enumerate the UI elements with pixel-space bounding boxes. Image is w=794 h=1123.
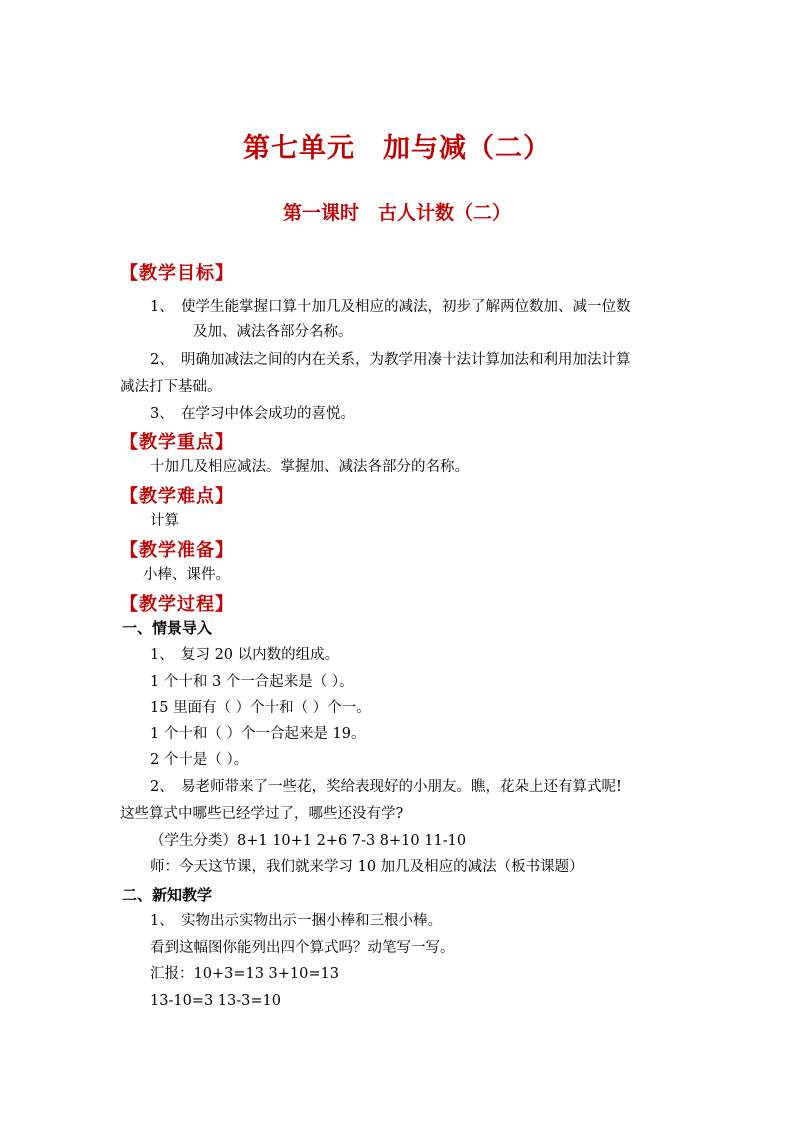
process-line: （学生分类）8+1 10+1 2+6 7-3 8+10 11-10 xyxy=(150,833,467,849)
process-part1-title: 一、情景导入 xyxy=(122,619,213,637)
process-line: 1 个十和（ ）个一合起来是 19。 xyxy=(150,726,366,742)
section-heading-key: 【教学重点】 xyxy=(120,432,234,453)
key-text: 十加几及相应减法。掌握加、减法各部分的名称。 xyxy=(150,459,469,475)
section-heading-process: 【教学过程】 xyxy=(120,594,234,615)
process-line: 1、 实物出示实物出示一捆小棒和三根小棒。 xyxy=(150,913,442,929)
process-line: 1 个十和 3 个一合起来是（ ）。 xyxy=(150,674,354,690)
goal-item-2: 2、 明确加减法之间的内在关系，为教学用凑十法计算加法和利用加法计算 xyxy=(150,352,631,368)
process-line: 15 里面有（ ）个十和（ ）个一。 xyxy=(150,700,371,716)
goal-item-2-cont: 减法打下基础。 xyxy=(120,379,222,395)
process-line: 2、 易老师带来了一些花，奖给表现好的小朋友。瞧，花朵上还有算式呢! xyxy=(150,779,622,795)
prep-text: 小棒、课件。 xyxy=(143,567,230,583)
section-heading-prep: 【教学准备】 xyxy=(120,540,234,561)
section-heading-goals: 【教学目标】 xyxy=(120,263,234,284)
process-line: 师：今天这节课，我们就来学习 10 加几及相应的减法（板书课题） xyxy=(150,859,584,875)
process-line: 这些算式中哪些已经学过了，哪些还没有学? xyxy=(120,806,404,822)
process-line: 13-10=3 13-3=10 xyxy=(150,993,281,1009)
difficulty-text: 计算 xyxy=(150,513,179,529)
section-heading-difficulty: 【教学难点】 xyxy=(120,486,234,507)
process-line: 汇报：10+3=13 3+10=13 xyxy=(150,966,339,982)
process-line: 2 个十是（ ）。 xyxy=(150,752,249,768)
process-line: 1、 复习 20 以内数的组成。 xyxy=(150,647,340,663)
process-line: 看到这幅图你能列出四个算式吗？动笔写一写。 xyxy=(150,940,455,956)
goal-item-1: 1、 使学生能掌握口算十加几及相应的减法，初步了解两位数加、减一位数 xyxy=(150,299,631,315)
goal-item-1-cont: 及加、减法各部分名称。 xyxy=(193,324,353,340)
page-title: 第七单元 加与减（二） xyxy=(243,133,551,164)
process-part2-title: 二、新知教学 xyxy=(122,886,213,904)
goal-item-3: 3、 在学习中体会成功的喜悦。 xyxy=(150,406,355,422)
lesson-subtitle: 第一课时 古人计数（二） xyxy=(282,202,511,224)
